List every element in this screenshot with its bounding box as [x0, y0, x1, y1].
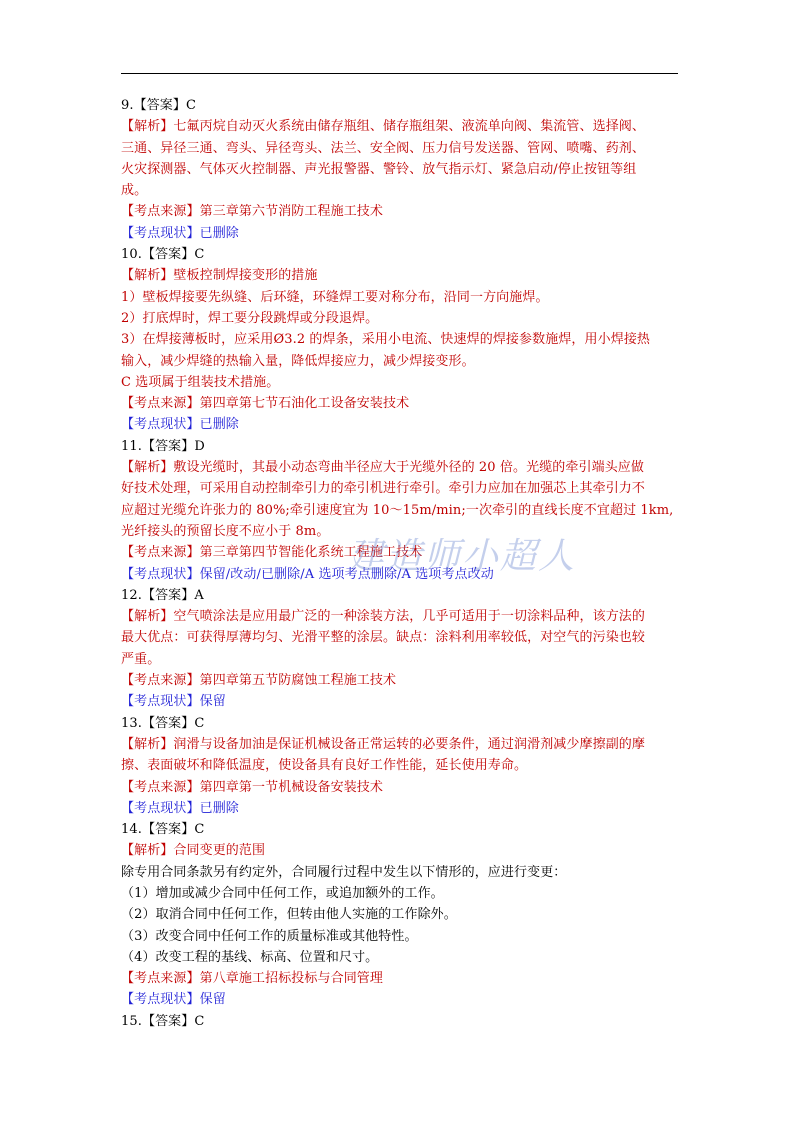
text-line: 【考点现状】已删除 — [121, 417, 239, 433]
text-line: 3）在焊接薄板时，应采用Ø3.2 的焊条，采用小电流、快速焊的焊接参数施焊，用小焊接热 — [121, 332, 651, 348]
header-rule — [121, 73, 678, 74]
text-line: 【考点现状】保留 — [121, 992, 226, 1008]
text-line: （3）改变合同中任何工作的质量标准或其他特性。 — [121, 928, 418, 944]
text-line: 【解析】七氟丙烷自动灭火系统由储存瓶组、储存瓶组架、液流单向阀、集流管、选择阀、 — [121, 119, 646, 135]
text-line: 【考点来源】第三章第六节消防工程施工技术 — [121, 204, 384, 220]
text-line: （1）增加或减少合同中任何工作，或追加额外的工作。 — [121, 885, 444, 901]
text-line: 输入，减少焊缝的热输入量，降低焊接应力，减少焊接变形。 — [121, 353, 475, 369]
text-line: 10.【答案】C — [121, 247, 205, 263]
text-line: 严重。 — [121, 651, 161, 667]
text-line: 成。 — [121, 183, 148, 199]
text-line: 【考点现状】保留 — [121, 694, 226, 710]
text-line: 三通、异径三通、弯头、异径弯头、法兰、安全阀、压力信号发送器、管网、喷嘴、药剂、 — [121, 140, 646, 156]
text-line: 【解析】壁板控制焊接变形的措施 — [121, 268, 318, 284]
text-line: 11.【答案】D — [121, 438, 205, 454]
text-line: 除专用合同条款另有约定外，合同履行过程中发生以下情形的，应进行变更： — [121, 864, 567, 880]
text-line: 【解析】空气喷涂法是应用最广泛的一种涂装方法，几乎可适用于一切涂料品种，该方法的 — [121, 609, 646, 625]
text-line: 最大优点：可获得厚薄均匀、光滑平整的涂层。缺点：涂料利用率较低，对空气的污染也较 — [121, 630, 646, 646]
text-line: 12.【答案】A — [121, 587, 204, 603]
text-line: 火灾探测器、气体灭火控制器、声光报警器、警铃、放气指示灯、紧急启动/停止按钮等组 — [121, 161, 637, 177]
text-line: 【考点来源】第四章第五节防腐蚀工程施工技术 — [121, 673, 397, 689]
text-line: 2）打底焊时，焊工要分段跳焊或分段退焊。 — [121, 310, 379, 326]
text-line: （2）取消合同中任何工作，但转由他人实施的工作除外。 — [121, 907, 457, 923]
text-line: 【考点现状】保留/改动/已删除/A 选项考点删除/A 选项考点改动 — [121, 566, 494, 582]
text-line: 【解析】润滑与设备加油是保证机械设备正常运转的必要条件，通过润滑剂减少摩擦副的摩 — [121, 736, 646, 752]
text-line: 好技术处理，可采用自动控制牵引力的牵引机进行牵引。牵引力应加在加强芯上其牵引力不 — [121, 481, 646, 497]
text-line: 1）壁板焊接要先纵缝、后环缝，环缝焊工要对称分布，沿同一方向施焊。 — [121, 289, 549, 305]
text-line: C 选项属于组装技术措施。 — [121, 374, 280, 390]
text-line: 擦、表面破坏和降低温度，使设备具有良好工作性能，延长使用寿命。 — [121, 758, 528, 774]
text-line: （4）改变工程的基线、标高、位置和尺寸。 — [121, 949, 379, 965]
text-line: 14.【答案】C — [121, 822, 205, 838]
text-line: 【考点来源】第八章施工招标投标与合同管理 — [121, 971, 384, 987]
text-line: 15.【答案】C — [121, 1013, 205, 1029]
text-line: 【考点现状】已删除 — [121, 225, 239, 241]
watermark: 建造师小超人 — [348, 536, 577, 577]
text-line: 【考点来源】第四章第一节机械设备安装技术 — [121, 779, 384, 795]
text-line: 【解析】敷设光缆时，其最小动态弯曲半径应大于光缆外径的 20 倍。光缆的牵引端头应做 — [121, 460, 645, 476]
text-line: 【考点现状】已删除 — [121, 800, 239, 816]
text-line: 应超过光缆允许张力的 80%;牵引速度宜为 10～15m/min;一次牵引的直线长度不宜超过 1km, — [121, 502, 674, 518]
text-line: 【考点来源】第四章第七节石油化工设备安装技术 — [121, 396, 410, 412]
text-line: 【解析】合同变更的范围 — [121, 843, 266, 859]
text-line: 9.【答案】C — [121, 98, 197, 113]
text-line: 光纤接头的预留长度不应小于 8m。 — [121, 523, 330, 539]
text-line: 13.【答案】C — [121, 715, 205, 731]
text-line: 【考点来源】第三章第四节智能化系统工程施工技术 — [121, 545, 423, 561]
